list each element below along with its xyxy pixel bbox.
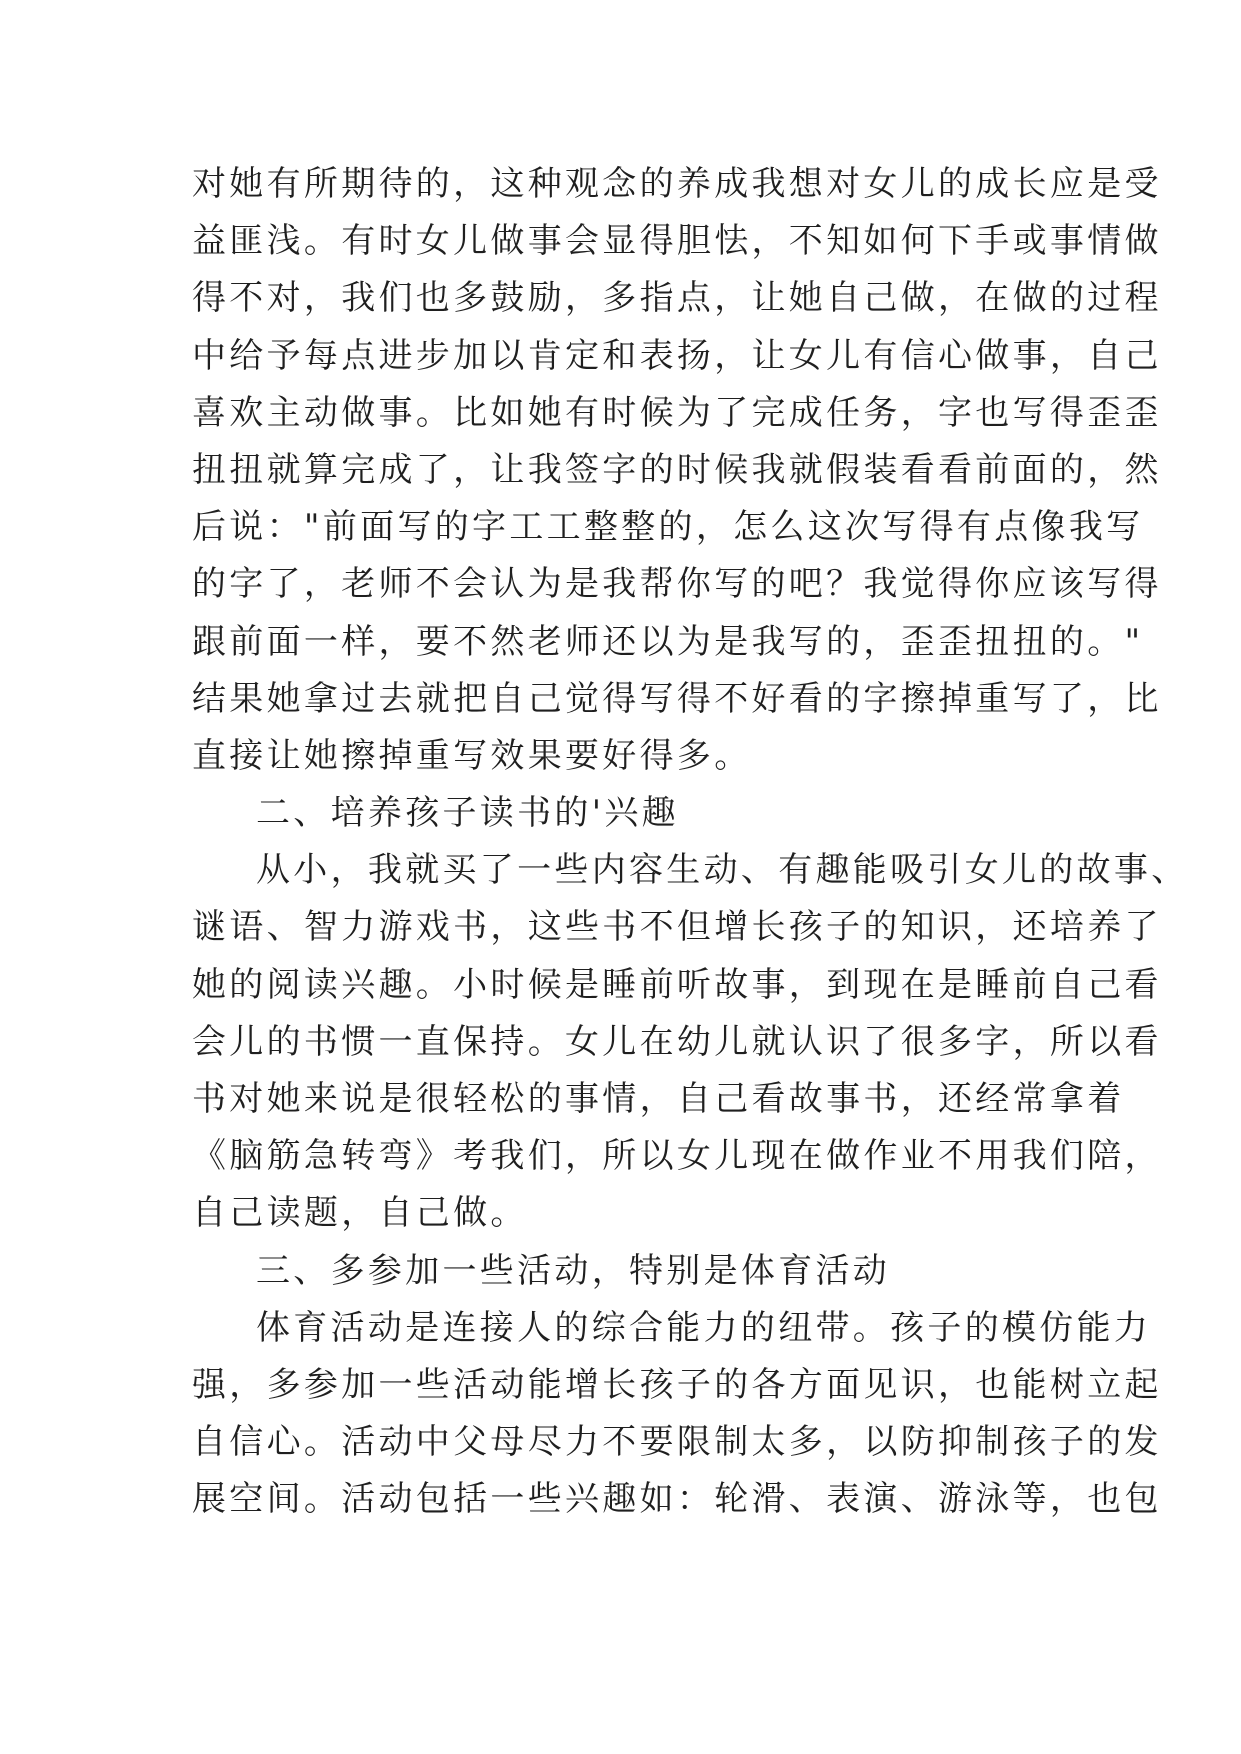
paragraph-line: 对她有所期待的，这种观念的养成我想对女儿的成长应是受: [192, 164, 1162, 204]
paragraph-line: 展空间。活动包括一些兴趣如：轮滑、表演、游泳等，也包: [192, 1479, 1162, 1520]
paragraph-line: 的字了，老师不会认为是我帮你写的吧？我觉得你应该写得: [192, 564, 1162, 605]
paragraph-line: 书对她来说是很轻松的事情，自己看故事书，还经常拿着: [192, 1079, 1125, 1119]
paragraph-line: 自信心。活动中父母尽力不要限制太多，以防抑制孩子的发: [192, 1422, 1162, 1463]
section-heading: 三、多参加一些活动，特别是体育活动: [256, 1250, 891, 1291]
paragraph-line: 她的阅读兴趣。小时候是睡前听故事，到现在是睡前自己看: [192, 964, 1162, 1005]
body-text: [192, 156, 1189, 1529]
paragraph-line: 结果她拿过去就把自己觉得写得不好看的字擦掉重写了，比: [192, 678, 1162, 719]
section-heading: 二、培养孩子读书的'兴趣: [256, 793, 679, 834]
paragraph-line: 喜欢主动做事。比如她有时候为了完成任务，字也写得歪歪: [192, 392, 1162, 433]
paragraph-line: 体育活动是连接人的综合能力的纽带。孩子的模仿能力: [256, 1307, 1152, 1348]
paragraph-line: 从小，我就买了一些内容生动、有趣能吸引女儿的故事、: [256, 850, 1189, 891]
paragraph-line: 《脑筋急转弯》考我们，所以女儿现在做作业不用我们陪，: [192, 1136, 1162, 1177]
paragraph-line: 后说："前面写的字工工整整的，怎么这次写得有点像我写: [192, 507, 1144, 548]
paragraph-line: 强，多参加一些活动能增长孩子的各方面见识，也能树立起: [192, 1364, 1162, 1405]
paragraph-line: 中给予每点进步加以肯定和表扬，让女儿有信心做事，自己: [192, 335, 1162, 376]
paragraph-line: 得不对，我们也多鼓励，多指点，让她自己做，在做的过程: [192, 278, 1162, 319]
paragraph-line: 会儿的书惯一直保持。女儿在幼儿就认识了很多字，所以看: [192, 1021, 1162, 1062]
paragraph-line: 扭扭就算完成了，让我签字的时候我就假装看看前面的，然: [192, 449, 1162, 490]
paragraph-line: 谜语、智力游戏书，这些书不但增长孩子的知识，还培养了: [192, 907, 1162, 948]
paragraph-line: 跟前面一样，要不然老师还以为是我写的，歪歪扭扭的。": [192, 621, 1144, 662]
paragraph-line: 自己读题，自己做。: [192, 1193, 528, 1234]
paragraph-line: 益匪浅。有时女儿做事会显得胆怯，不知如何下手或事情做: [192, 221, 1162, 262]
paragraph-line: 直接让她擦掉重写效果要好得多。: [192, 735, 752, 776]
